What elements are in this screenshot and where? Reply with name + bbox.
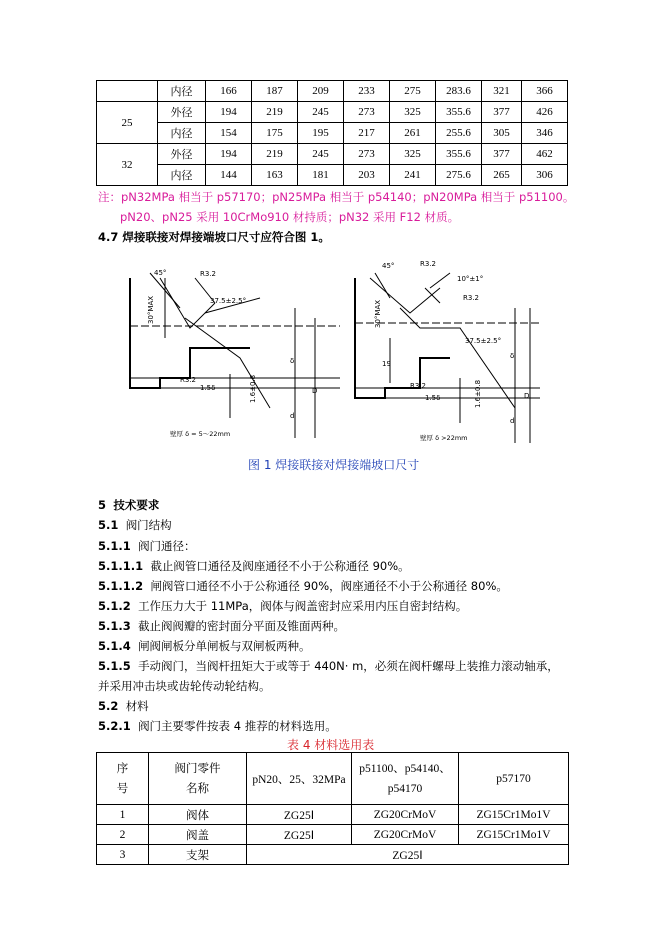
section-number: 5.1.1.1	[98, 559, 144, 573]
pn-cell: 25	[97, 102, 158, 144]
cell-material: ZG20CrMoV	[352, 805, 459, 825]
section-text: 闸阀管口通径不小于公称通径 90%，阀座通径不小于公称通径 80%。	[150, 579, 508, 593]
table-header-row	[97, 753, 569, 805]
section-5-2-1	[98, 718, 337, 734]
dim-cell: 233	[344, 81, 390, 102]
dim-cell: 245	[298, 102, 344, 123]
table-row	[97, 123, 568, 144]
pn-cell: 32	[97, 144, 158, 186]
table-row	[97, 102, 568, 123]
table-row	[97, 845, 569, 865]
header-text: 阀门零件	[174, 762, 221, 775]
section-5	[98, 497, 159, 513]
section-text: 手动阀门，当阀杆扭矩大于或等于 440N· m，必须在阀杆螺母上装推力滚动轴承，	[138, 659, 559, 673]
cell-material: ZG15Cr1Mo1V	[459, 805, 569, 825]
dim-cell: 219	[252, 102, 298, 123]
section-5-1-2	[98, 598, 467, 614]
left-label-D: D	[312, 387, 318, 395]
right-label-19: 19	[382, 360, 391, 368]
section-5-1-3	[98, 618, 345, 634]
table-note-line-2: pN20、pN25 采用 10CrMo910 材持质；pN32 采用 F12 材质。	[120, 210, 460, 224]
table-row	[97, 144, 568, 165]
right-label-r32-mid: R3.2	[463, 294, 479, 302]
dim-cell: 325	[390, 102, 436, 123]
section-text: 截止阀管口通径及阀座通径不小于公称通径 90%。	[150, 559, 410, 573]
dim-label: 内径	[158, 123, 206, 144]
dim-cell: 194	[206, 102, 252, 123]
right-label-10: 10°±1°	[457, 275, 484, 283]
dim-cell: 321	[482, 81, 522, 102]
dim-cell: 187	[252, 81, 298, 102]
section-number: 5.1.5	[98, 659, 131, 673]
section-text: 并采用冲击块或齿轮传动轮结构。	[98, 679, 271, 693]
cell-seq: 2	[97, 825, 149, 845]
table4-title: 表 4 材料选用表	[287, 738, 375, 752]
dim-cell: 275	[390, 81, 436, 102]
bevel-figure	[120, 248, 550, 448]
dim-cell: 366	[522, 81, 568, 102]
table-row	[97, 825, 569, 845]
table-row	[97, 805, 569, 825]
right-label-16: 1.6±0.8	[474, 379, 482, 408]
cell-material: ZG25Ⅰ	[247, 805, 352, 825]
dim-cell: 163	[252, 165, 298, 186]
section-5-1-5	[98, 658, 559, 674]
dim-cell: 273	[344, 144, 390, 165]
dim-cell: 194	[206, 144, 252, 165]
dim-cell: 426	[522, 102, 568, 123]
cell-seq: 1	[97, 805, 149, 825]
material-table	[96, 752, 569, 865]
right-figure-caption: 壁厚 δ >22mm	[420, 434, 468, 442]
dim-cell: 377	[482, 102, 522, 123]
section-5-1-1-2	[98, 578, 508, 594]
header-col4	[352, 753, 459, 805]
dim-cell: 203	[344, 165, 390, 186]
section-5-1-5-continued	[98, 678, 271, 694]
right-label-45: 45°	[382, 262, 395, 270]
header-text: 序	[116, 762, 129, 775]
dim-cell: 241	[390, 165, 436, 186]
section-5-1	[98, 517, 172, 533]
table-row	[97, 165, 568, 186]
right-label-r32-bot: R3.2	[410, 382, 426, 390]
header-part	[149, 753, 247, 805]
header-col3: pN20、25、32MPa	[247, 753, 352, 805]
cell-material-merged: ZG25Ⅰ	[247, 845, 569, 865]
left-label-delta: δ	[290, 357, 295, 365]
section-number: 5.2	[98, 699, 119, 713]
dim-cell: 325	[390, 144, 436, 165]
cell-part: 支架	[149, 845, 247, 865]
dim-cell: 166	[206, 81, 252, 102]
section-text: 材料	[125, 699, 149, 713]
section-number: 5.1.2	[98, 599, 131, 613]
left-label-16: 1.6±0.8	[249, 374, 257, 403]
dim-cell: 255.6	[436, 123, 482, 144]
section-5-1-1	[98, 538, 196, 554]
left-label-d: d	[290, 412, 295, 420]
dim-cell: 175	[252, 123, 298, 144]
header-text: p51100、p54140、	[359, 762, 451, 775]
section-text: 工作压力大于 11MPa，阀体与阀盖密封应采用内压自密封结构。	[138, 599, 468, 613]
section-text: 阀门通径：	[138, 539, 196, 553]
dim-label: 外径	[158, 144, 206, 165]
left-figure-caption: 壁厚 δ = 5～22mm	[170, 430, 231, 438]
section-4-7: 4.7 焊接联接对焊接端坡口尺寸应符合图 1。	[98, 230, 330, 244]
section-text: 截止阀阀瓣的密封面分平面及锥面两种。	[138, 619, 346, 633]
table-row	[97, 81, 568, 102]
left-label-r32-top: R3.2	[200, 270, 216, 278]
right-label-D: D	[524, 392, 530, 400]
section-number: 5.1.3	[98, 619, 131, 633]
section-text: 阀门主要零件按表 4 推荐的材料选用。	[138, 719, 337, 733]
dim-cell: 305	[482, 123, 522, 144]
section-number: 5.2.1	[98, 719, 131, 733]
section-number: 5.1.4	[98, 639, 131, 653]
cell-seq: 3	[97, 845, 149, 865]
header-text: 名称	[186, 782, 209, 795]
section-number: 5.1.1	[98, 539, 131, 553]
pn-cell	[97, 81, 158, 102]
dim-cell: 346	[522, 123, 568, 144]
dim-cell: 245	[298, 144, 344, 165]
header-col5: p57170	[459, 753, 569, 805]
left-pipe-outline	[130, 278, 250, 388]
right-label-delta: δ	[510, 352, 515, 360]
dim-cell: 219	[252, 144, 298, 165]
dim-cell: 273	[344, 102, 390, 123]
right-label-r32-top: R3.2	[420, 260, 436, 268]
section-5-1-1-1	[98, 558, 410, 574]
section-5-1-4	[98, 638, 311, 654]
dim-cell: 265	[482, 165, 522, 186]
section-text: 技术要求	[113, 498, 160, 512]
cell-material: ZG25Ⅰ	[247, 825, 352, 845]
right-label-d: d	[510, 417, 515, 425]
dim-cell: 154	[206, 123, 252, 144]
dim-cell: 355.6	[436, 144, 482, 165]
dim-cell: 209	[298, 81, 344, 102]
section-text: 阀门结构	[125, 518, 172, 532]
header-text: p54170	[387, 782, 423, 795]
left-label-r32-bot: R3.2	[180, 376, 196, 384]
section-number: 5	[98, 498, 107, 512]
dim-cell: 462	[522, 144, 568, 165]
dim-cell: 217	[344, 123, 390, 144]
dimension-table	[96, 80, 568, 186]
cell-part: 阀盖	[149, 825, 247, 845]
dim-cell: 144	[206, 165, 252, 186]
dim-cell: 275.6	[436, 165, 482, 186]
dim-label: 内径	[158, 165, 206, 186]
right-label-angle: 37.5±2.5°	[465, 337, 502, 345]
section-5-2	[98, 698, 149, 714]
section-number: 5.1.1.2	[98, 579, 144, 593]
dim-cell: 261	[390, 123, 436, 144]
dim-label: 内径	[158, 81, 206, 102]
left-label-30max: 30°MAX	[147, 295, 155, 324]
dim-cell: 306	[522, 165, 568, 186]
figure-caption: 图 1 焊接联接对焊接端坡口尺寸	[248, 458, 420, 472]
right-label-30max: 30°MAX	[374, 299, 382, 328]
dim-cell: 377	[482, 144, 522, 165]
section-number: 5.1	[98, 518, 119, 532]
section-text: 闸阀闸板分单闸板与双闸板两种。	[138, 639, 311, 653]
dim-cell: 181	[298, 165, 344, 186]
cell-material: ZG15Cr1Mo1V	[459, 825, 569, 845]
cell-material: ZG20CrMoV	[352, 825, 459, 845]
cell-part: 阀体	[149, 805, 247, 825]
dim-cell: 355.6	[436, 102, 482, 123]
left-label-45: 45°	[154, 269, 167, 277]
dim-cell: 283.6	[436, 81, 482, 102]
right-pipe-outline	[355, 278, 450, 398]
left-label-angle: 37.5±2.5°	[210, 297, 247, 305]
right-label-15: 1.5δ	[425, 394, 441, 402]
header-text: 号	[116, 782, 129, 795]
header-seq	[97, 753, 149, 805]
dim-label: 外径	[158, 102, 206, 123]
dim-cell: 195	[298, 123, 344, 144]
table-note-line-1: 注：pN32MPa 相当于 p57170；pN25MPa 相当于 p54140；pN20MPa 相当于 p51100。	[98, 190, 575, 204]
left-label-15: 1.5δ	[200, 384, 216, 392]
